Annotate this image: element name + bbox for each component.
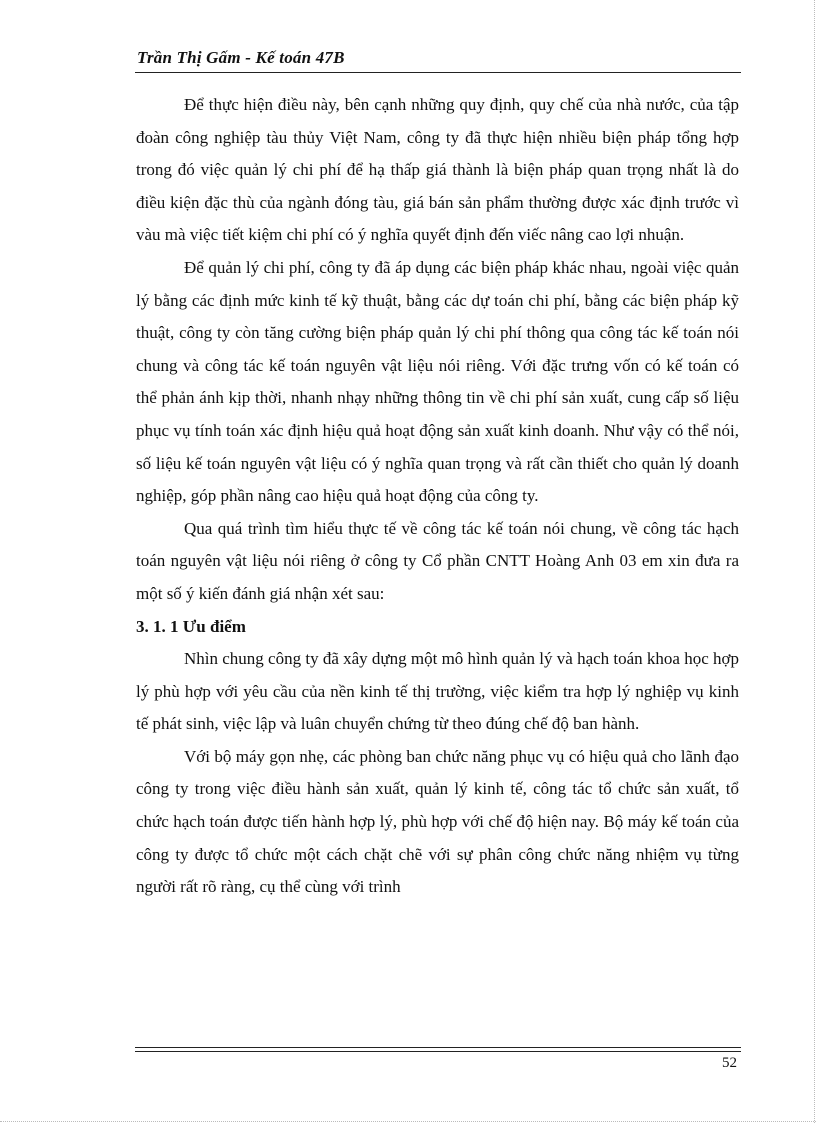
footer-divider-top — [135, 1047, 741, 1048]
paragraph-management-model: Nhìn chung công ty đã xây dựng một mô hình quản lý và hạch toán khoa học hợp lý phù hợp với yêu cầu của nền kinh tế thị trường, việc kiểm tra hợp lý nghiệp vụ kinh tế phát sinh, việc lập và luân chuyển chứng từ theo đúng chế độ ban hành. — [136, 649, 740, 734]
header-divider — [135, 72, 741, 73]
page-border-right — [814, 0, 815, 1123]
page-body — [136, 89, 739, 904]
paragraph-organization-structure: Với bộ máy gọn nhẹ, các phòng ban chức năng phục vụ có hiệu quả cho lãnh đạo công ty trong việc điều hành sản xuất, quản lý kinh tế, công tác tổ chức sản xuất, tổ chức hạch toán được tiến hành hợp lý, phù hợp với chế độ hiện nay. Bộ máy kế toán của công ty được tổ chức một cách chặt chẽ với sự phân công chức năng nhiệm vụ từng người rất rõ ràng, cụ thể cùng với trình — [136, 746, 739, 897]
section-heading-advantages: 3. 1. 1 Ưu điểm — [136, 616, 246, 636]
paragraph-cost-management-intro: Để thực hiện điều này, bên cạnh những quy định, quy chế của nhà nước, của tập đoàn công nghiệp tàu thủy Việt Nam, công ty đã thực hiện nhiều biện pháp tổng hợp trong đó việc quản lý chi phí để hạ thấp giá thành là biện pháp quan trọng nhất là do điều kiện đặc thù của ngành đóng tàu, giá bán sản phẩm thường được xác định trước vì vàu mà việc tiết kiệm chi phí có ý nghĩa quyết định đến viếc nâng cao lợi nhuận. — [136, 95, 739, 245]
paragraph-cost-measures: Để quản lý chi phí, công ty đã áp dụng các biện pháp khác nhau, ngoài việc quản lý bằng các định mức kinh tế kỹ thuật, bằng các dự toán chi phí, bằng các biện pháp kỹ thuật, công ty còn tăng cường biện pháp quản lý chi phí thông qua công tác kế toán nói chung và công tác kế toán nguyên vật liệu nói riêng. Với đặc trưng vốn có kế toán có thể phản ánh kịp thời, nhanh nhạy những thông tin về chi phí sản xuất, cung cấp số liệu phục vụ tính toán xác định hiệu quả hoạt động sản xuất kinh doanh. Như vậy có thể nói, số liệu kế toán nguyên vật liệu có ý nghĩa quan trọng và rất cần thiết cho quản lý doanh nghiệp, góp phần nâng cao hiệu quả hoạt động của công ty. — [136, 257, 739, 506]
page-number: 52 — [722, 1055, 737, 1071]
page-border-bottom — [0, 1121, 816, 1122]
running-header-author: Trần Thị Gấm - Kế toán 47B — [137, 48, 345, 67]
footer-divider-bottom — [135, 1051, 741, 1052]
paragraph-assessment-intro: Qua quá trình tìm hiểu thực tế về công tác kế toán nói chung, về công tác hạch toán nguyên vật liệu nói riêng ở công ty Cổ phần CNTT Hoàng Anh 03 em xin đưa ra một số ý kiến đánh giá nhận xét sau: — [136, 518, 739, 603]
